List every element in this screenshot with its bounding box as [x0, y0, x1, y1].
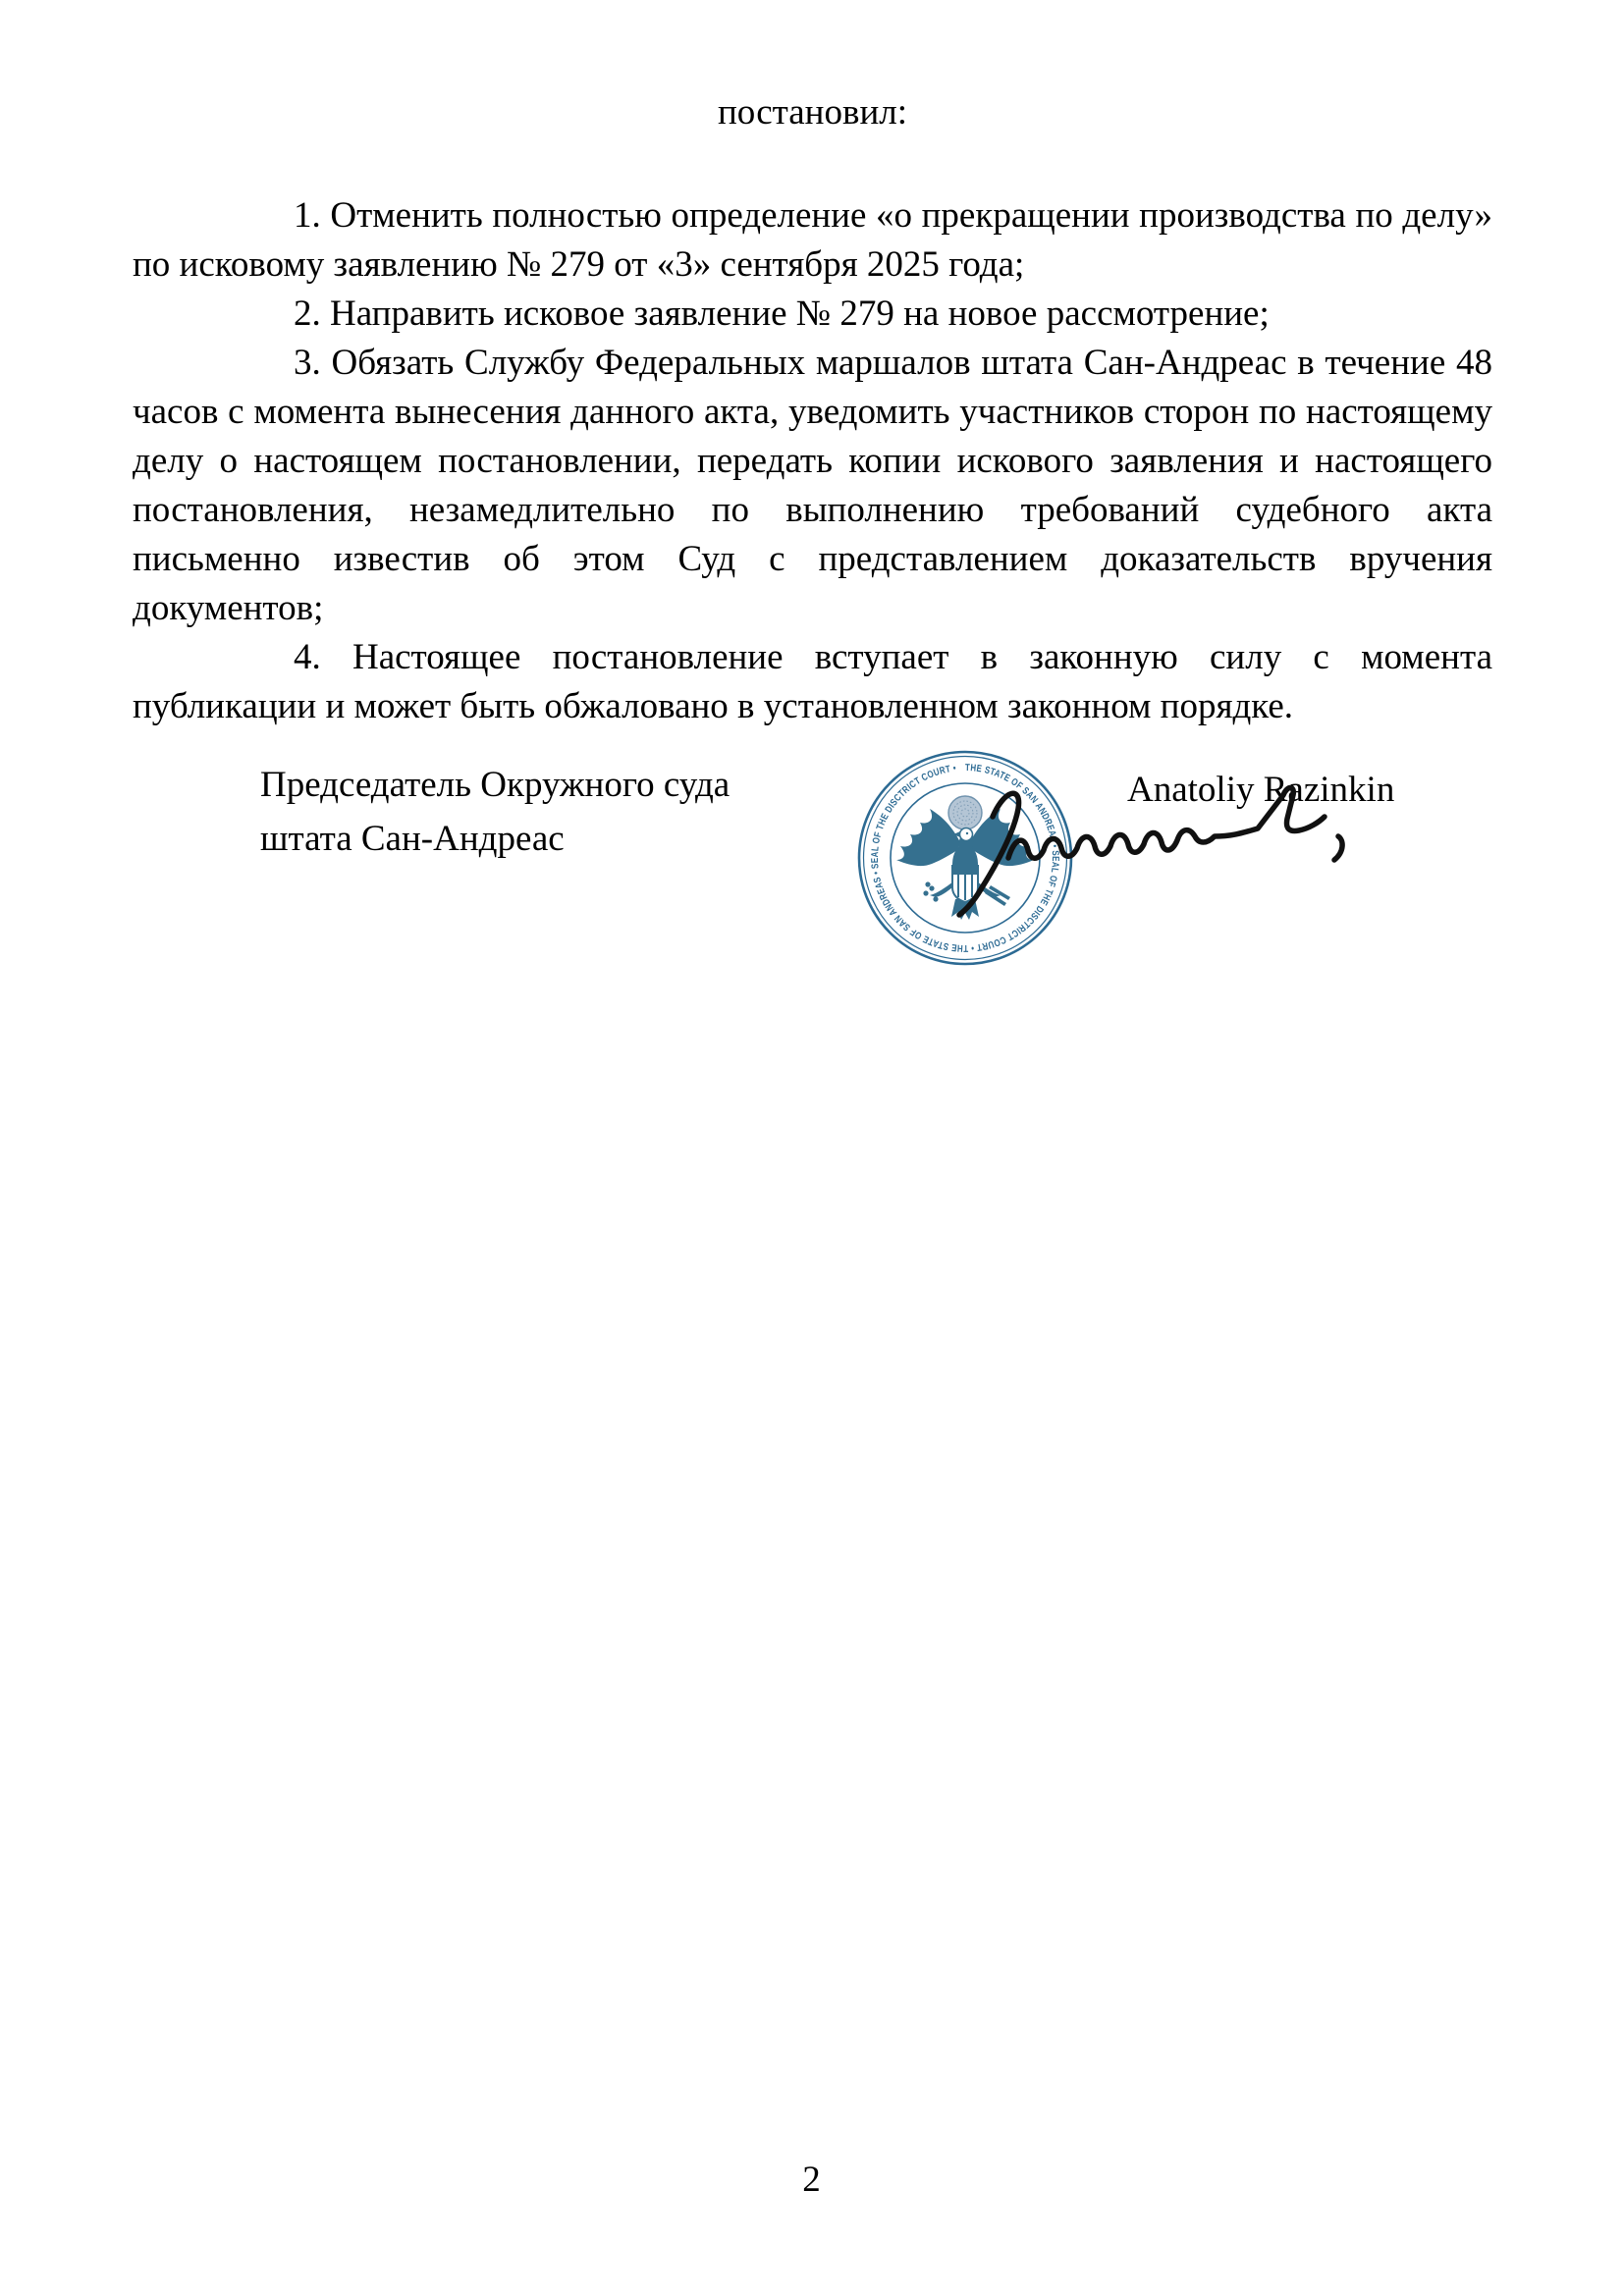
document-body: [0, 0, 1623, 731]
signer-title: [260, 758, 730, 866]
order-item-1: 1. Отменить полностью определение «о прекращении производства по делу» по исковому заявлению № 279 от «3» сентября 2025 года;: [133, 195, 1492, 285]
signer-title-line2: штата Сан-Андреас: [260, 819, 565, 859]
order-item-4: 4. Настоящее постановление вступает в законную силу с момента публикации и может быть обжаловано в установленном законном порядке.: [133, 637, 1492, 726]
signer-name: Anatoliy Razinkin: [1127, 770, 1395, 810]
page-number: 2: [802, 2160, 821, 2200]
seal-ring-text: THE STATE OF SAN ANDREAS • SEAL OF THE DISCTRICT COURT • THE STATE OF SAN ANDREAS • SEAL OF THE DISCTRICT COURT •: [869, 762, 1061, 954]
order-item-3: 3. Обязать Службу Федеральных маршалов штата Сан-Андреас в течение 48 часов с момента вынесения данного акта, уведомить участников сторон по настоящему делу о настоящем постановлении, передать копии искового заявления и настоящего постановления, незамедлительно по выполнению требований судебного акта письменно известив об этом Суд с представлением доказательств вручения документов;: [133, 343, 1492, 628]
order-item-2: 2. Направить исковое заявление № 279 на новое рассмотрение;: [294, 294, 1270, 334]
signer-title-line1: Председатель Окружного суда: [260, 765, 730, 805]
signature-scribble: [898, 775, 1448, 923]
order-items: [133, 191, 1492, 731]
document-heading: постановил:: [717, 92, 907, 133]
